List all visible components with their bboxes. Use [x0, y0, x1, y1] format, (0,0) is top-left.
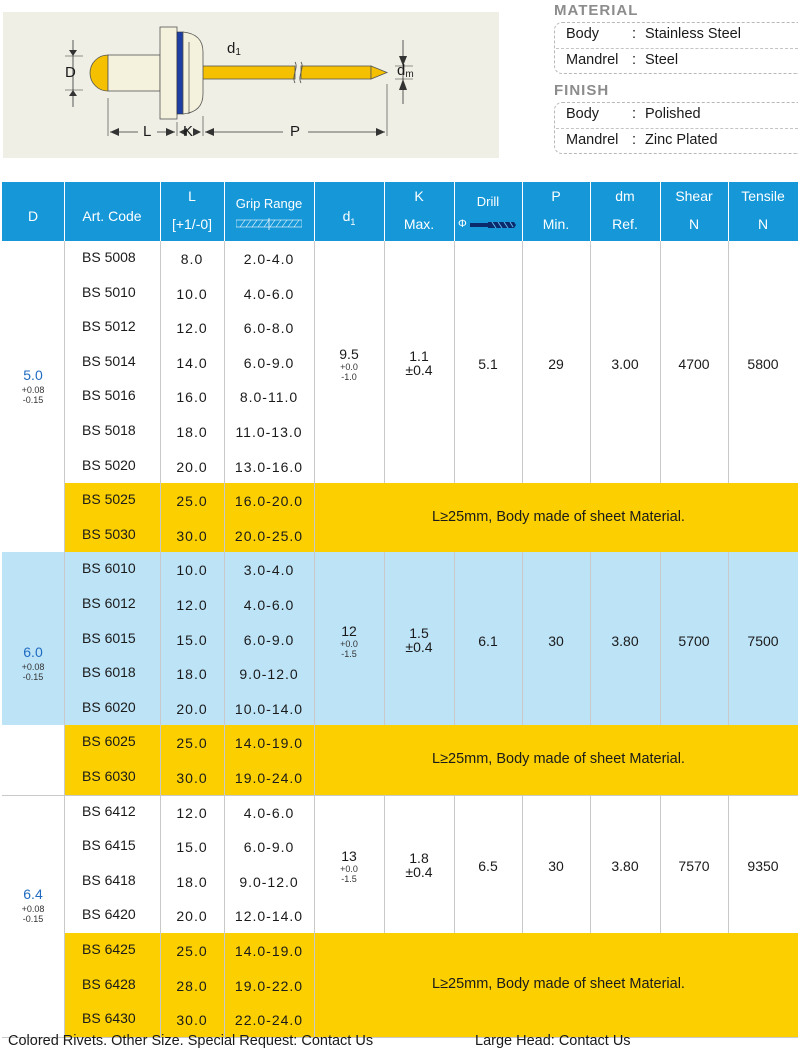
finish-body-sep: :: [632, 106, 637, 122]
footer-large-head: Large Head: Contact Us: [475, 1033, 631, 1049]
art-code: BS 6015: [82, 629, 136, 646]
length-value: 15.0: [176, 631, 208, 648]
length-value: 10.0: [176, 562, 208, 579]
label-d: D: [65, 64, 76, 81]
label-l: L: [143, 123, 152, 140]
d1-tol-minus: -1.5: [341, 873, 357, 884]
d-tol-plus: +0.08: [21, 661, 45, 672]
rivet-drawing: [3, 12, 499, 158]
p-value: 30: [548, 632, 564, 649]
length-value: 25.0: [176, 735, 208, 752]
finish-mandrel-value: Zinc Plated: [645, 132, 718, 148]
col-header-d: D: [27, 208, 39, 224]
footer-custom-request: Colored Rivets. Other Size. Special Request: Contact Us: [8, 1033, 374, 1049]
length-value: 20.0: [176, 458, 208, 475]
finish-body-label: Body: [566, 106, 600, 122]
length-value: 20.0: [176, 908, 208, 925]
finish-body-value: Polished: [645, 106, 701, 122]
rivet-diagram: [3, 12, 499, 158]
grip-range-value: 9.0-12.0: [239, 873, 299, 890]
dm-value: 3.80: [611, 857, 639, 874]
grip-range-value: 16.0-20.0: [234, 493, 304, 510]
rivet-spec-table: [2, 182, 798, 1028]
grip-range-value: 9.0-12.0: [239, 666, 299, 683]
length-value: 30.0: [176, 1012, 208, 1029]
art-code: BS 5016: [82, 387, 136, 404]
col-header-grip-range: Grip Range: [224, 182, 314, 241]
d1-tol-plus: +0.0: [340, 863, 358, 874]
k-tol: ±0.4: [405, 362, 433, 379]
art-code: BS 6420: [82, 906, 136, 923]
shear-value: 5700: [678, 632, 710, 649]
drill-value: 6.5: [478, 857, 498, 874]
col-header-l: L [+1/-0]: [171, 188, 213, 232]
length-value: 25.0: [176, 493, 208, 510]
drill-bit-icon: [470, 220, 516, 230]
col-divider: [314, 725, 315, 794]
length-value: 28.0: [176, 977, 208, 994]
dm-value: 3.00: [611, 356, 639, 373]
long-rivet-note: L≥25mm, Body made of sheet Material.: [432, 975, 685, 992]
grip-range-value: 4.0-6.0: [243, 285, 295, 302]
length-value: 18.0: [176, 873, 208, 890]
length-value: 14.0: [176, 354, 208, 371]
art-code: BS 5020: [82, 456, 136, 473]
d1-tol-minus: -1.0: [341, 372, 357, 383]
grip-range-value: 19.0-22.0: [234, 977, 304, 994]
art-code: BS 6012: [82, 595, 136, 611]
art-code: BS 6418: [82, 871, 136, 888]
grip-range-value: 8.0-11.0: [239, 389, 299, 406]
d-tol-minus: -0.15: [22, 671, 44, 682]
grip-hatch-icon: [236, 218, 302, 230]
d-tol-minus: -0.15: [22, 394, 44, 405]
d-tol-minus: -0.15: [22, 913, 44, 924]
art-code: BS 5008: [82, 249, 136, 265]
p-value: 29: [548, 356, 564, 373]
phi-symbol: Φ: [458, 218, 467, 230]
grip-range-value: 2.0-4.0: [243, 251, 295, 267]
length-value: 25.0: [176, 943, 208, 959]
material-body-value: Stainless Steel: [645, 26, 741, 42]
length-value: 30.0: [176, 527, 208, 544]
d1-value: 13: [341, 847, 357, 864]
grip-range-value: 6.0-9.0: [243, 354, 295, 371]
k-value: 1.1: [409, 348, 429, 365]
grip-range-value: 19.0-24.0: [234, 770, 304, 786]
art-code: BS 6428: [82, 975, 136, 992]
grip-range-value: 4.0-6.0: [243, 804, 295, 821]
p-value: 30: [548, 857, 564, 874]
d1-value: 12: [341, 622, 357, 639]
dm-value: 3.80: [611, 632, 639, 649]
art-code: BS 6025: [82, 733, 136, 750]
d1-tol-minus: -1.5: [341, 648, 357, 659]
art-code: BS 6425: [82, 941, 136, 957]
length-value: 12.0: [176, 597, 208, 613]
length-value: 12.0: [176, 804, 208, 821]
finish-title: FINISH: [554, 82, 610, 99]
finish-mandrel-sep: :: [632, 132, 637, 148]
label-p: P: [290, 123, 301, 140]
grip-range-value: 22.0-24.0: [234, 1012, 304, 1029]
art-code: BS 5030: [82, 525, 136, 542]
grip-range-value: 20.0-25.0: [234, 527, 304, 544]
art-code: BS 6020: [82, 698, 136, 715]
d-value: 6.4: [23, 885, 43, 902]
long-rivet-note: L≥25mm, Body made of sheet Material.: [432, 751, 685, 767]
k-value: 1.5: [409, 624, 429, 641]
shear-value: 4700: [678, 356, 710, 373]
col-header-art-code: Art. Code: [82, 208, 142, 224]
material-mandrel-value: Steel: [645, 52, 679, 68]
length-value: 10.0: [176, 285, 208, 302]
d1-tol-plus: +0.0: [340, 638, 358, 649]
length-value: 18.0: [176, 424, 208, 440]
length-value: 18.0: [176, 666, 208, 683]
col-header-tensile: Tensile N: [741, 188, 785, 232]
length-value: 20.0: [176, 700, 208, 717]
length-value: 16.0: [176, 389, 208, 406]
label-d1: $d_1$: [227, 40, 241, 58]
long-rivet-note: L≥25mm, Body made of sheet Material.: [432, 508, 685, 525]
art-code: BS 6018: [82, 664, 136, 681]
finish-mandrel-label: Mandrel: [566, 132, 619, 148]
tensile-value: 9350: [747, 857, 779, 874]
col-header-dm: dm Ref.: [612, 188, 638, 232]
grip-range-value: 3.0-4.0: [243, 562, 295, 579]
d1-value: 9.5: [339, 346, 359, 363]
grip-range-value: 13.0-16.0: [234, 458, 304, 475]
material-divider: [556, 48, 798, 49]
col-header-p: P Min.: [542, 188, 570, 232]
length-value: 15.0: [176, 839, 208, 856]
k-tol: ±0.4: [405, 638, 433, 655]
col-divider: [314, 933, 315, 1037]
d-value: 6.0: [23, 643, 43, 660]
grip-range-value: 14.0-19.0: [234, 943, 304, 959]
label-k: K: [183, 123, 194, 140]
art-code: BS 6030: [82, 768, 136, 784]
length-value: 12.0: [176, 320, 208, 337]
grip-range-value: 4.0-6.0: [243, 597, 295, 613]
grip-range-value: 14.0-19.0: [234, 735, 304, 752]
grip-range-value: 6.0-9.0: [243, 631, 295, 648]
art-code: BS 6412: [82, 802, 136, 819]
d-tol-plus: +0.08: [21, 384, 45, 395]
col-header-shear: Shear N: [675, 188, 713, 232]
art-code: BS 6415: [82, 837, 136, 854]
art-code: BS 5012: [82, 318, 136, 335]
col-header-k: K Max.: [403, 188, 435, 232]
k-tol: ±0.4: [405, 863, 433, 880]
material-body-sep: :: [632, 26, 637, 42]
art-code: BS 6010: [82, 560, 136, 577]
material-title: MATERIAL: [554, 2, 639, 19]
d-value: 5.0: [23, 366, 43, 383]
grip-range-value: 10.0-14.0: [234, 700, 304, 717]
material-body-label: Body: [566, 26, 600, 42]
col-header-d1: $d_1$: [342, 208, 356, 227]
length-value: 8.0: [180, 251, 204, 267]
d-tol-plus: +0.08: [21, 903, 45, 914]
drill-value: 6.1: [478, 632, 498, 649]
grip-range-value: 12.0-14.0: [234, 908, 304, 925]
col-header-drill: Drill Φ: [454, 182, 522, 241]
finish-divider: [556, 128, 798, 129]
label-dm: $d_m$: [397, 62, 414, 80]
col-divider: [314, 483, 315, 552]
k-value: 1.8: [409, 849, 429, 866]
art-code: BS 6430: [82, 1010, 136, 1027]
grip-range-value: 11.0-13.0: [235, 424, 303, 440]
art-code: BS 5014: [82, 352, 136, 369]
art-code: BS 5018: [82, 422, 136, 438]
d1-tol-plus: +0.0: [340, 362, 358, 373]
grip-range-value: 6.0-8.0: [243, 320, 295, 337]
tensile-value: 7500: [747, 632, 779, 649]
shear-value: 7570: [678, 857, 710, 874]
drill-value: 5.1: [478, 356, 498, 373]
art-code: BS 5010: [82, 283, 136, 300]
material-mandrel-label: Mandrel: [566, 52, 619, 68]
material-mandrel-sep: :: [632, 52, 637, 68]
length-value: 30.0: [176, 770, 208, 786]
grip-range-value: 6.0-9.0: [243, 839, 295, 856]
tensile-value: 5800: [747, 356, 779, 373]
art-code: BS 5025: [82, 491, 136, 508]
